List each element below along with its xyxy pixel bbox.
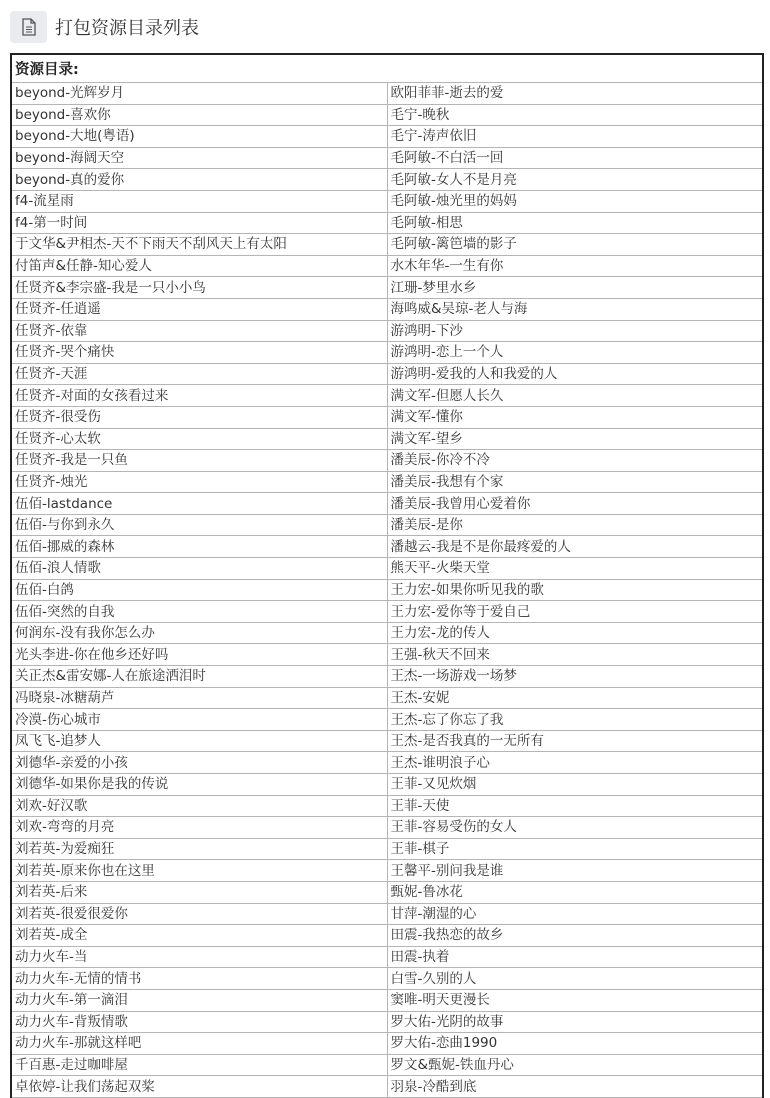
right-cell: 王力宏-爱你等于爱自己 — [387, 601, 763, 623]
table-row — [11, 795, 763, 817]
left-cell: 何润东-没有我你怎么办 — [11, 622, 387, 644]
left-cell: 冷漠-伤心城市 — [11, 709, 387, 731]
left-cell: 伍佰-浪人情歌 — [11, 558, 387, 580]
table-row — [11, 881, 763, 903]
left-cell: 刘欢-弯弯的月亮 — [11, 817, 387, 839]
left-cell: 刘若英-为爱痴狂 — [11, 838, 387, 860]
left-cell: 付笛声&任静-知心爱人 — [11, 255, 387, 277]
page-title: 打包资源目录列表 — [55, 17, 199, 39]
table-row — [11, 1011, 763, 1033]
left-cell: 刘德华-如果你是我的传说 — [11, 774, 387, 796]
table-row — [11, 730, 763, 752]
left-cell: 伍佰-白鸽 — [11, 579, 387, 601]
right-cell: 海鸣威&吴琼-老人与海 — [387, 298, 763, 320]
table-row — [11, 298, 763, 320]
table-row — [11, 925, 763, 947]
right-cell: 江珊-梦里水乡 — [387, 277, 763, 299]
left-cell: 刘德华-亲爱的小孩 — [11, 752, 387, 774]
table-row — [11, 1033, 763, 1055]
right-cell: 水木年华-一生有你 — [387, 255, 763, 277]
left-cell: f4-流星雨 — [11, 190, 387, 212]
table-row — [11, 320, 763, 342]
table-row — [11, 536, 763, 558]
left-cell: 刘若英-后来 — [11, 881, 387, 903]
left-cell: beyond-大地(粤语) — [11, 126, 387, 148]
table-row — [11, 838, 763, 860]
right-cell: 毛阿敏-不白活一回 — [387, 147, 763, 169]
table-row — [11, 774, 763, 796]
right-cell: 游鸿明-下沙 — [387, 320, 763, 342]
right-cell: 王强-秋天不回来 — [387, 644, 763, 666]
left-cell: 动力火车-当 — [11, 946, 387, 968]
right-cell: 满文军-懂你 — [387, 406, 763, 428]
left-cell: 任贤齐-哭个痛快 — [11, 342, 387, 364]
right-cell: 游鸿明-爱我的人和我爱的人 — [387, 363, 763, 385]
left-cell: 光头李进-你在他乡还好吗 — [11, 644, 387, 666]
left-cell: 伍佰-挪威的森林 — [11, 536, 387, 558]
table-row — [11, 989, 763, 1011]
right-cell: 满文军-但愿人长久 — [387, 385, 763, 407]
right-cell: 王力宏-龙的传人 — [387, 622, 763, 644]
left-cell: 任贤齐-烛光 — [11, 471, 387, 493]
table-row — [11, 385, 763, 407]
right-cell: 王馨平-别问我是谁 — [387, 860, 763, 882]
table-row — [11, 666, 763, 688]
left-cell: 任贤齐-任逍遥 — [11, 298, 387, 320]
table-row — [11, 83, 763, 105]
right-cell: 毛阿敏-女人不是月亮 — [387, 169, 763, 191]
table-row — [11, 406, 763, 428]
right-cell: 罗大佑-光阴的故事 — [387, 1011, 763, 1033]
left-cell: beyond-光辉岁月 — [11, 83, 387, 105]
right-cell: 潘美辰-我曾用心爱着你 — [387, 493, 763, 515]
left-cell: 任贤齐-很受伤 — [11, 406, 387, 428]
table-row — [11, 946, 763, 968]
left-cell: beyond-海阔天空 — [11, 147, 387, 169]
right-cell: 满文军-望乡 — [387, 428, 763, 450]
left-cell: 任贤齐&李宗盛-我是一只小小鸟 — [11, 277, 387, 299]
table-row — [11, 514, 763, 536]
table-heading: 资源目录: — [11, 54, 763, 83]
table-row — [11, 234, 763, 256]
right-cell: 甘萍-潮湿的心 — [387, 903, 763, 925]
table-row — [11, 212, 763, 234]
table-row — [11, 190, 763, 212]
right-cell: 毛阿敏-烛光里的妈妈 — [387, 190, 763, 212]
table-row — [11, 579, 763, 601]
right-cell: 罗大佑-恋曲1990 — [387, 1033, 763, 1055]
table-row — [11, 558, 763, 580]
right-cell: 王力宏-如果你听见我的歌 — [387, 579, 763, 601]
right-cell: 窦唯-明天更漫长 — [387, 989, 763, 1011]
left-cell: 于文华&尹相杰-天不下雨天不刮风天上有太阳 — [11, 234, 387, 256]
right-cell: 王菲-又见炊烟 — [387, 774, 763, 796]
right-cell: 王菲-天使 — [387, 795, 763, 817]
right-cell: 潘美辰-是你 — [387, 514, 763, 536]
table-row — [11, 342, 763, 364]
table-row — [11, 644, 763, 666]
left-cell: 动力火车-第一滴泪 — [11, 989, 387, 1011]
left-cell: 任贤齐-对面的女孩看过来 — [11, 385, 387, 407]
left-cell: 任贤齐-心太软 — [11, 428, 387, 450]
table-row — [11, 277, 763, 299]
left-cell: 任贤齐-依靠 — [11, 320, 387, 342]
left-cell: f4-第一时间 — [11, 212, 387, 234]
left-cell: 冯晓泉-冰糖葫芦 — [11, 687, 387, 709]
left-cell: 任贤齐-天涯 — [11, 363, 387, 385]
right-cell: 王菲-容易受伤的女人 — [387, 817, 763, 839]
table-row — [11, 126, 763, 148]
table-row — [11, 687, 763, 709]
table-row — [11, 709, 763, 731]
left-cell: 千百惠-走过咖啡屋 — [11, 1054, 387, 1076]
table-row — [11, 1076, 763, 1098]
table-row — [11, 817, 763, 839]
right-cell: 潘美辰-我想有个家 — [387, 471, 763, 493]
left-cell: 伍佰-与你到永久 — [11, 514, 387, 536]
left-cell: 伍佰-lastdance — [11, 493, 387, 515]
table-row — [11, 860, 763, 882]
right-cell: 毛阿敏-篱笆墙的影子 — [387, 234, 763, 256]
right-cell: 潘美辰-你冷不冷 — [387, 450, 763, 472]
right-cell: 罗文&甄妮-铁血丹心 — [387, 1054, 763, 1076]
right-cell: 羽泉-冷酷到底 — [387, 1076, 763, 1098]
table-row — [11, 601, 763, 623]
table-row — [11, 255, 763, 277]
right-cell: 甄妮-鲁冰花 — [387, 881, 763, 903]
left-cell: 刘若英-很爱很爱你 — [11, 903, 387, 925]
right-cell: 潘越云-我是不是你最疼爱的人 — [387, 536, 763, 558]
left-cell: 任贤齐-我是一只鱼 — [11, 450, 387, 472]
right-cell: 毛宁-涛声依旧 — [387, 126, 763, 148]
left-cell: 凤飞飞-追梦人 — [11, 730, 387, 752]
left-cell: 伍佰-突然的自我 — [11, 601, 387, 623]
right-cell: 王菲-棋子 — [387, 838, 763, 860]
left-cell: 动力火车-无情的情书 — [11, 968, 387, 990]
right-cell: 王杰-安妮 — [387, 687, 763, 709]
document-icon[interactable] — [10, 11, 47, 43]
left-cell: 卓依婷-让我们荡起双桨 — [11, 1076, 387, 1098]
table-row — [11, 1054, 763, 1076]
table-row — [11, 450, 763, 472]
table-row — [11, 622, 763, 644]
right-cell: 游鸿明-恋上一个人 — [387, 342, 763, 364]
table-row — [11, 104, 763, 126]
table-row — [11, 428, 763, 450]
table-row — [11, 968, 763, 990]
right-cell: 熊天平-火柴天堂 — [387, 558, 763, 580]
right-cell: 王杰-是否我真的一无所有 — [387, 730, 763, 752]
table-row — [11, 752, 763, 774]
right-cell: 欧阳菲菲-逝去的爱 — [387, 83, 763, 105]
table-row — [11, 363, 763, 385]
left-cell: beyond-真的爱你 — [11, 169, 387, 191]
right-cell: 田震-我热恋的故乡 — [387, 925, 763, 947]
right-cell: 毛阿敏-相思 — [387, 212, 763, 234]
left-cell: 刘欢-好汉歌 — [11, 795, 387, 817]
left-cell: 动力火车-背叛情歌 — [11, 1011, 387, 1033]
left-cell: 刘若英-成全 — [11, 925, 387, 947]
right-cell: 白雪-久别的人 — [387, 968, 763, 990]
right-cell: 王杰-谁明浪子心 — [387, 752, 763, 774]
right-cell: 田震-执着 — [387, 946, 763, 968]
left-cell: 关正杰&雷安娜-人在旅途洒泪时 — [11, 666, 387, 688]
left-cell: beyond-喜欢你 — [11, 104, 387, 126]
right-cell: 毛宁-晚秋 — [387, 104, 763, 126]
left-cell: 刘若英-原来你也在这里 — [11, 860, 387, 882]
table-row — [11, 169, 763, 191]
page-header — [10, 10, 199, 43]
right-cell: 王杰-一场游戏一场梦 — [387, 666, 763, 688]
right-cell: 王杰-忘了你忘了我 — [387, 709, 763, 731]
table-row — [11, 493, 763, 515]
table-row — [11, 471, 763, 493]
table-row — [11, 147, 763, 169]
resource-table — [10, 53, 764, 1098]
left-cell: 动力火车-那就这样吧 — [11, 1033, 387, 1055]
table-row — [11, 903, 763, 925]
